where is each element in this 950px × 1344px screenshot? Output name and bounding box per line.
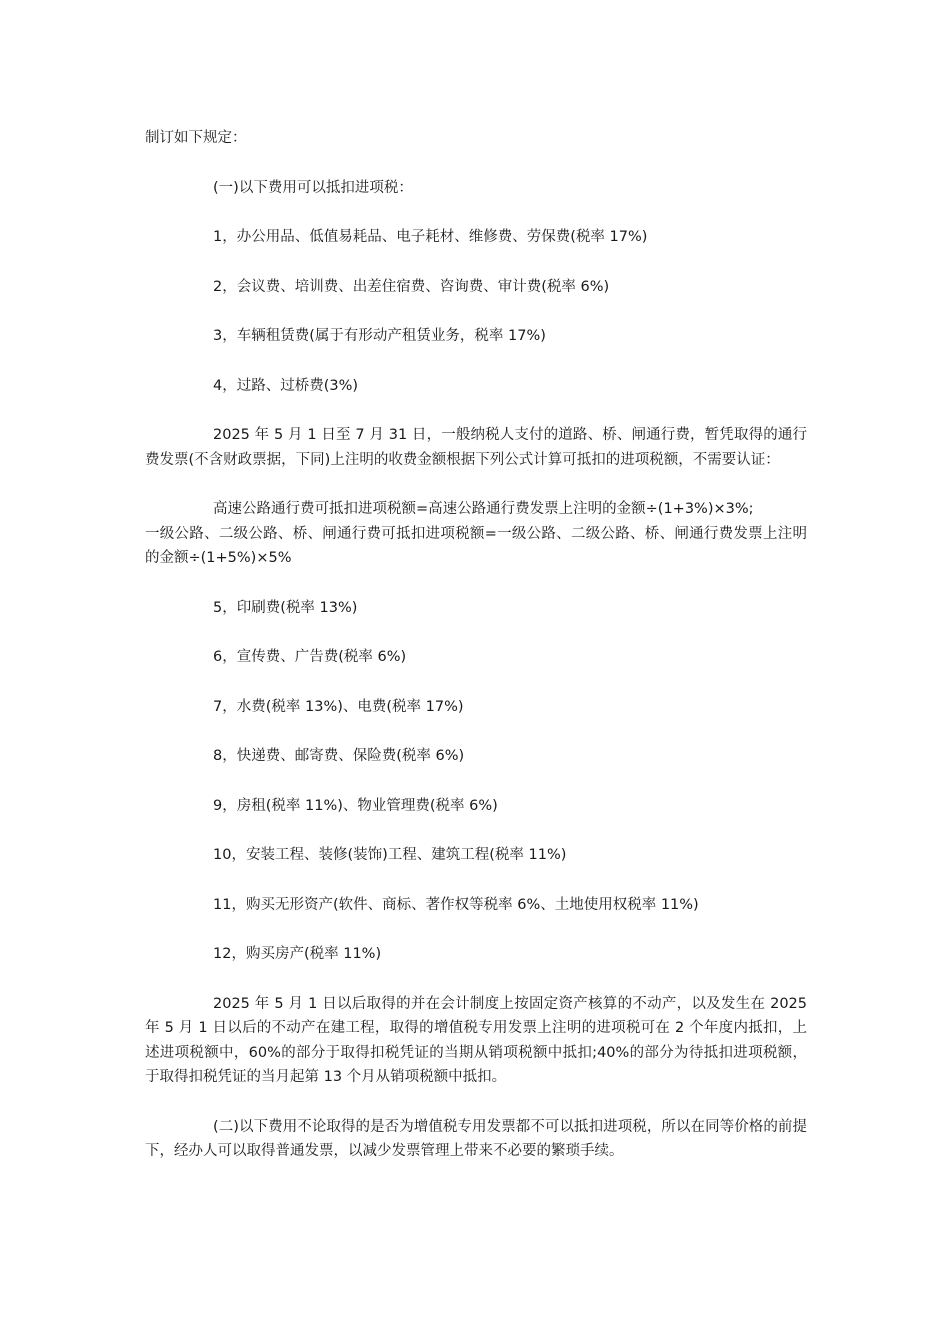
document-body <box>145 126 807 1189</box>
list-item-7: 7，水费(税率 13%)、电费(税率 17%) <box>213 698 464 715</box>
list-item-4: 4，过路、过桥费(3%) <box>213 377 359 394</box>
list-item-8: 8，快递费、邮寄费、保险费(税率 6%) <box>213 748 465 764</box>
list-item-1: 1，办公用品、低值易耗品、电子耗材、维修费、劳保费(税率 17%) <box>213 229 648 245</box>
list-item-11: 11，购买无形资产(软件、商标、著作权等税率 6%、土地使用权税率 11%) <box>213 896 699 913</box>
intro-text: 制订如下规定： <box>145 130 247 146</box>
section2-paragraph: (二)以下费用不论取得的是否为增值税专用发票都不可以抵扣进项税，所以在同等价格的前提下，经办人可以取得普通发票，以减少发票管理上带来不必要的繁琐手续。 <box>145 1118 807 1159</box>
property-paragraph: 2025 年 5 月 1 日以后取得的并在会计制度上按固定资产核算的不动产，以及发生在 2025 年 5 月 1 日以后的不动产在建工程，取得的增值税专用发票上注明的进项税可在 2 个年度内抵扣，上述进项税额中，60%的部分于取得扣税凭证的当期从销项税额中抵扣;40%的部分为待抵扣进项税额，于取得扣税凭证的当月起第 13 个月从销项税额中抵扣。 <box>145 995 807 1085</box>
section1-heading: (一)以下费用可以抵扣进项税： <box>213 179 413 196</box>
toll-paragraph: 2025 年 5 月 1 日至 7 月 31 日，一般纳税人支付的道路、桥、闸通行费，暂凭取得的通行费发票(不含财政票据，下同)上注明的收费金额根据下列公式计算可抵扣的进项税额，不需要认证： <box>145 427 807 468</box>
list-item-10: 10，安装工程、装修(装饰)工程、建筑工程(税率 11%) <box>213 847 567 863</box>
list-item-6: 6，宣传费、广告费(税率 6%) <box>213 649 407 665</box>
list-item-2: 2，会议费、培训费、出差住宿费、咨询费、审计费(税率 6%) <box>213 278 610 295</box>
formula-highway: 高速公路通行费可抵扣进项税额=高速公路通行费发票上注明的金额÷(1+3%)×3%; <box>213 501 754 517</box>
list-item-3: 3，车辆租赁费(属于有形动产租赁业务，税率 17%) <box>213 328 546 344</box>
list-item-5: 5，印刷费(税率 13%) <box>213 599 358 616</box>
list-item-12: 12，购买房产(税率 11%) <box>213 946 382 962</box>
toll-formula <box>145 497 807 571</box>
formula-class-roads: 一级公路、二级公路、桥、闸通行费可抵扣进项税额=一级公路、二级公路、桥、闸通行费发票上注明的金额÷(1+5%)×5% <box>145 525 807 566</box>
list-item-9: 9，房租(税率 11%)、物业管理费(税率 6%) <box>213 797 498 814</box>
